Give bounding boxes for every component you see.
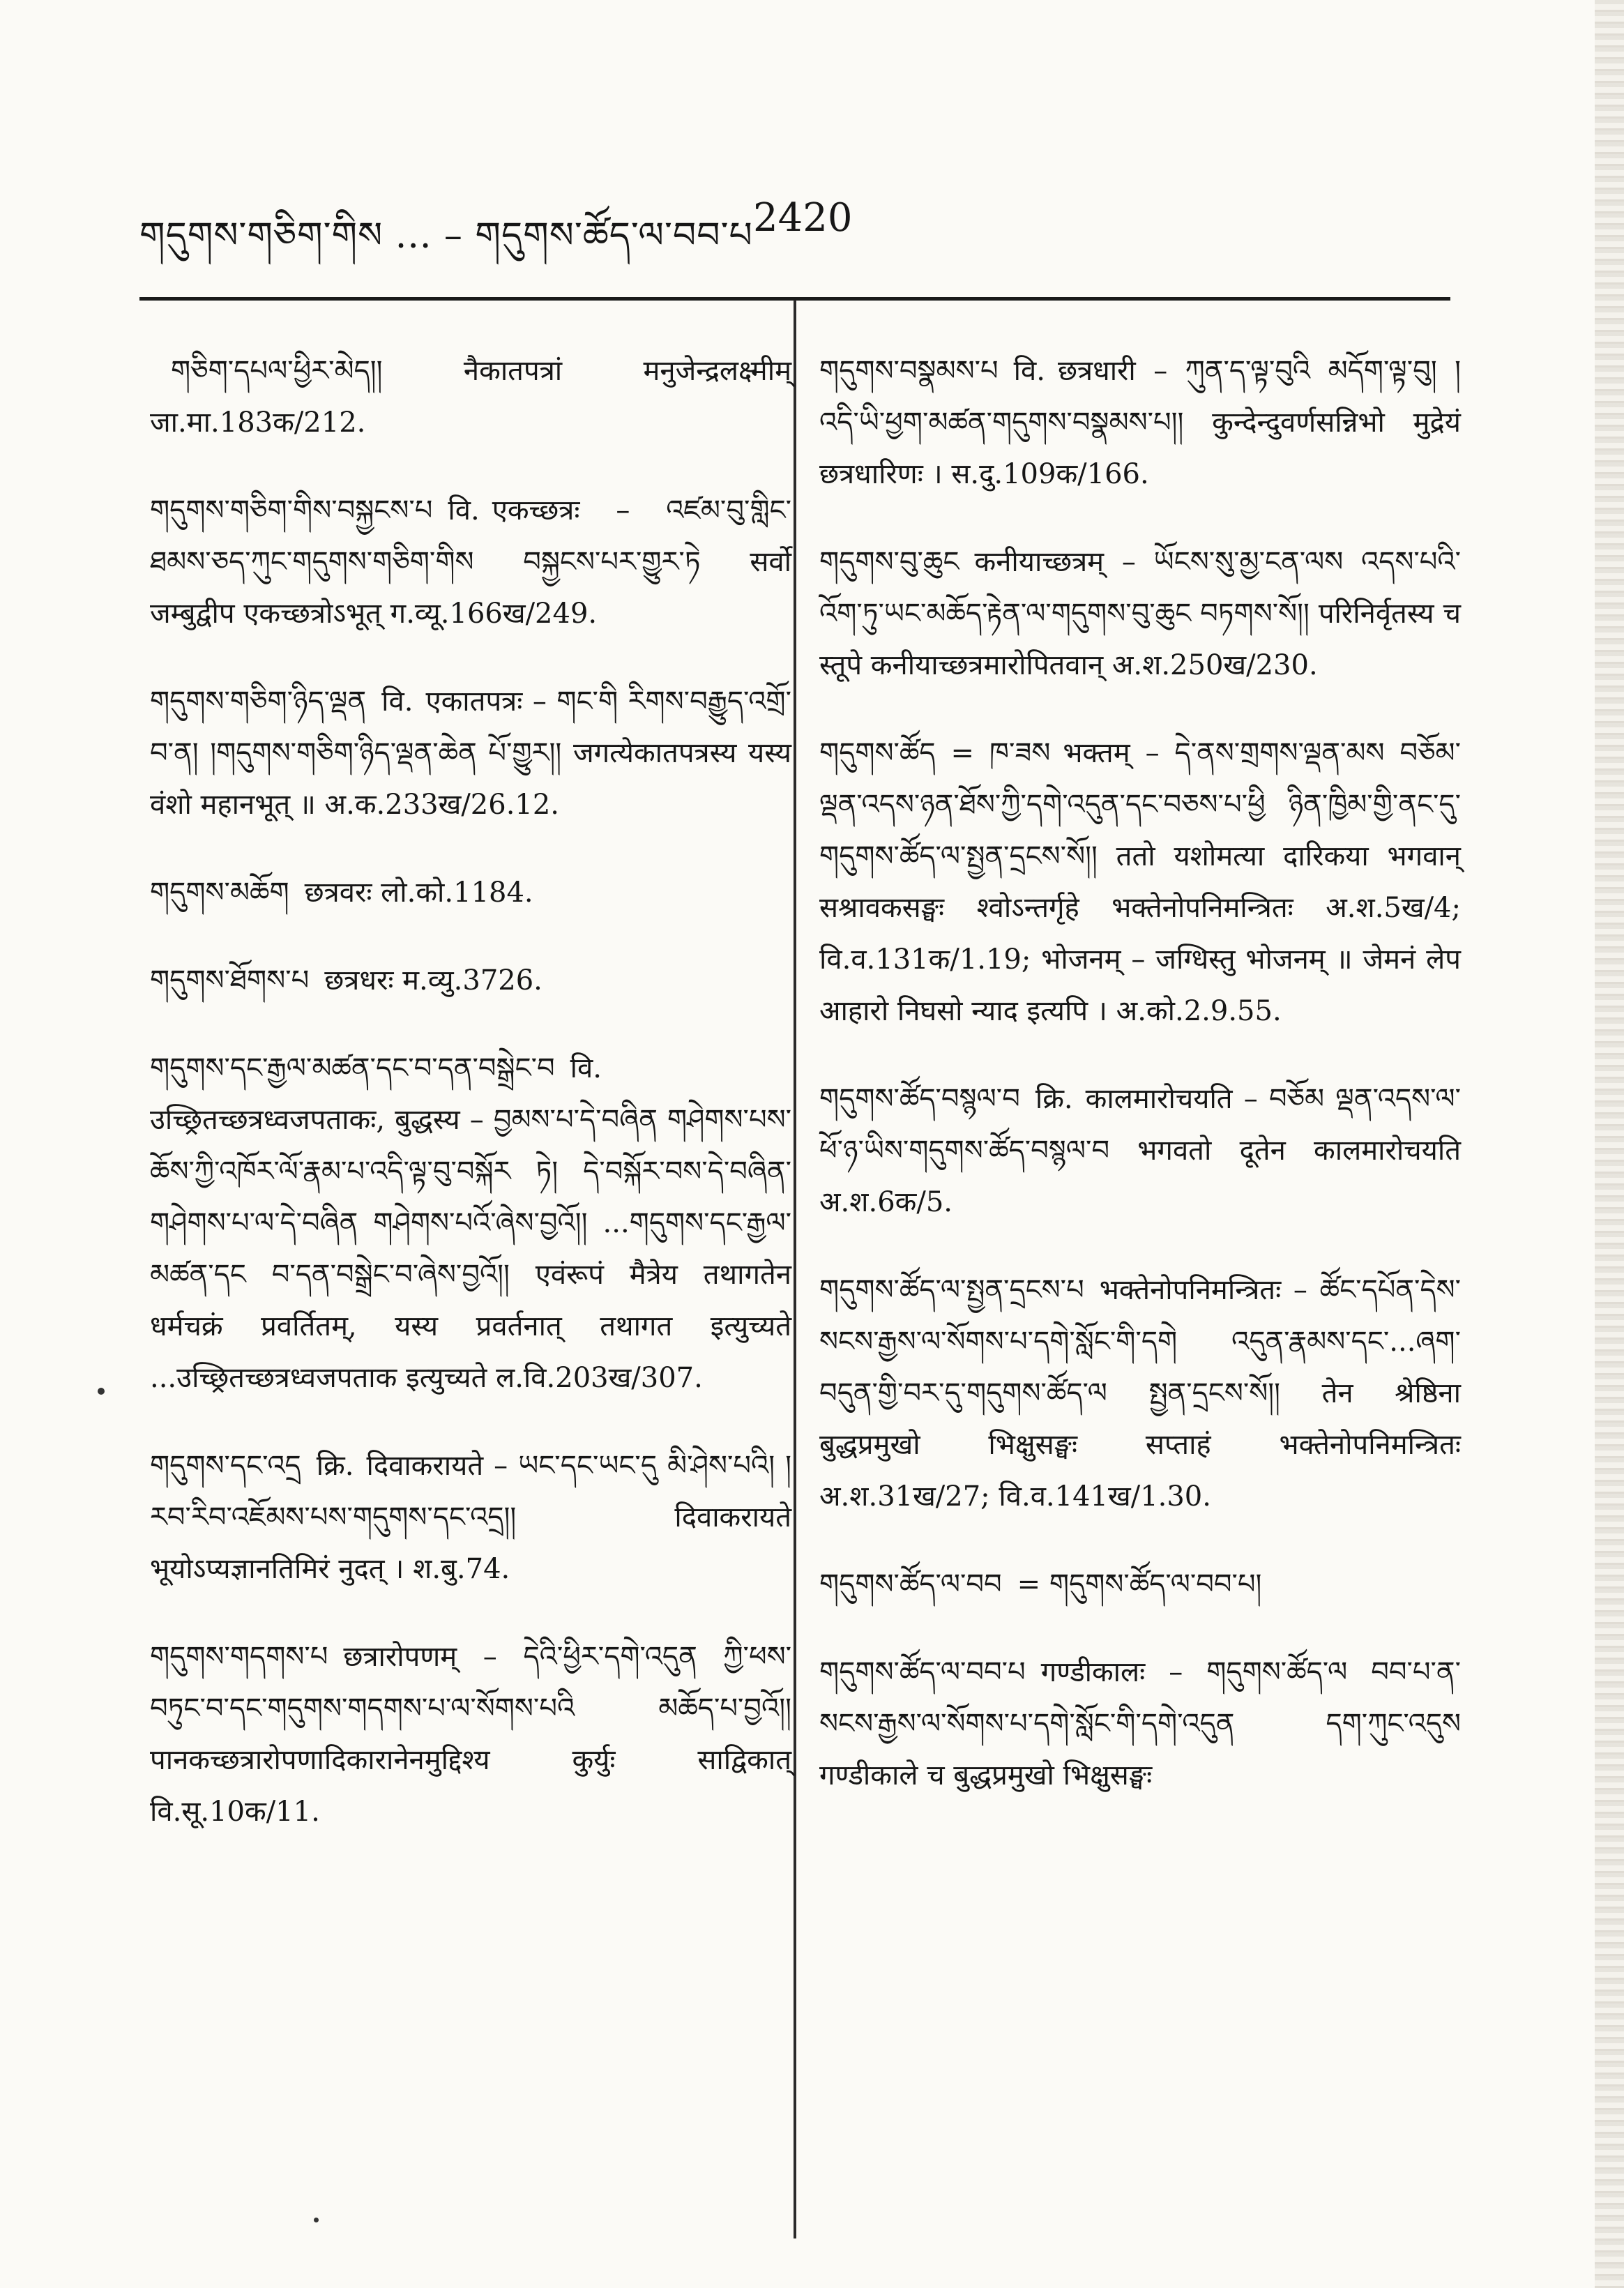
grammar-label: वि. [448,494,480,526]
dictionary-entry [150,1043,791,1404]
dictionary-entry [150,676,791,831]
entry-text: म.व्यु.3726. [402,964,542,997]
entry-meaning: कनीयाच्छत्रम् – [974,546,1136,578]
entry-headword: གདུགས་དང་རྒྱལ་མཚན་དང་བ་དན་བསྒྲེང་བ [150,1052,555,1084]
grammar-label: = ཁ་ཟས [950,737,1051,769]
entry-meaning: कालमारोचयति – [1085,1083,1258,1115]
entry-meaning: एकातपत्रः – [425,685,547,718]
entry-meaning: भक्तम् – [1063,737,1160,769]
entry-text: འཛམ་བུ་གླིང་ཐམས་ཅད་ཀུང་གདུགས་གཅིག་གིས བསྐྱངས་པར་གྱུར་ཏེ सर्वो जम्बुद्वीप एकच्छत्रोऽभूत् ग.व्यू.166ख/249. [150,494,791,630]
entry-text: གང་གི རིགས་བརྒྱུད་འགྲོ་བ་ན། །གདུགས་གཅིག་ཉིད་ལྡན་ཆེན པོ་གྱུར།། जगत्येकातपत्रस्य यस्य वंशो महानभूत् ॥ अ.क.233ख/26.12. [150,685,791,821]
entry-text: གདུགས་ཚོད་ལ་བབ་པ། [1049,1568,1262,1600]
dictionary-entry [819,1559,1461,1610]
dictionary-entry [819,536,1461,691]
entry-meaning: छत्रारोपणम् – [343,1641,497,1673]
running-head: གདུགས་གཅིག་གིས ... – གདུགས་ཚོད་ལ་བབ་པ [139,215,753,257]
entry-meaning: गण्डीकालः – [1040,1656,1183,1688]
entry-text: ཡང་དང་ཡང་དུ མི་ཤེས་པའི། །རབ་རིབ་འཇོམས་པས་གདུགས་དང་འདྲ།། दिवाकरायते भूयोऽप्यज्ञानतिमिरं नुदत् । श.बु.74. [150,1450,792,1585]
grammar-label: वि. [570,1052,602,1084]
column-divider [794,300,796,2238]
dictionary-entry [819,727,1461,1037]
entry-headword: གདུགས་གདགས་པ [150,1641,328,1673]
entry-meaning: एकच्छत्रः – [492,494,630,526]
entry-text: ཚོང་དཔོན་དེས་སངས་རྒྱས་ལ་སོགས་པ་དགེ་སློང་གི་དགེ འདུན་རྣམས་དང་...ཞག་བདུན་གྱི་བར་དུ་གདུགས་ཚོད་ལ སྤྱན་དྲངས་སོ།། तेन श्रेष्ठिना बुद्धप्रमुखो भिक्षुसङ्घः सप्ताहं भक्तेनोपनिमन्त्रितः अ.श.31ख/27; वि.व.141ख/1.30. [819,1274,1462,1513]
entry-headword: གདུགས་ཚོད་ལ་བབ [819,1568,1002,1600]
right-column [819,317,1461,1838]
entry-text: ཀུན་ད་ལྟ་བུའི མདོག་ལྟ་བུ། །འདི་ཡི་ཕྱག་མཚན་གདུགས་བསྣམས་པ།། कुन्देन्दुवर्णसन्निभो मुद्रेयं छत्रधारिणः । स.दु.109क/166. [819,355,1462,490]
entry-headword: གདུགས་ཚོད [819,737,936,769]
dictionary-entry [819,1073,1461,1228]
entry-headword: གདུགས་ཐོགས་པ [150,964,310,997]
entry-headword: གདུགས་ཚོད་བསྙལ་བ [819,1083,1020,1115]
entry-headword: གདུགས་དང་འདྲ [150,1450,301,1482]
entry-meaning: छत्रधारी – [1057,355,1168,387]
left-column [150,317,791,1874]
entry-text: ཡོངས་སུ་མྱ་ངན་ལས འདས་པའི་འོག་ཏུ་ཡང་མཆོད་རྟེན་ལ་གདུགས་བུ་ཆུང བཏགས་སོ།། परिनिर्वृतस्य च स्तूपे कनीयाच्छत्रमारोपितवान् अ.श.250ख/230. [819,546,1461,681]
grammar-label: वि. [1013,355,1045,387]
dictionary-entry [150,345,791,448]
scan-speck [98,1388,105,1395]
dictionary-entry [150,485,791,639]
dictionary-entry [150,1440,791,1595]
entry-headword: གདུགས་བསྣམས་པ [819,355,999,387]
grammar-label: क्रि. [316,1450,354,1482]
entry-text: དེའི་ཕྱིར་དགེ་འདུན ཀྱི་ཕས་བཏུང་བ་དང་གདུགས་གདགས་པ་ལ་སོགས་པའི མཆོད་པ་བྱའོ།། पानकच्छत्रारोपणादिकारानेनमुद्दिश्य कुर्युः साद्विकात् वि.सू.10क/11. [150,1641,791,1828]
entry-text: བཅོམ ལྡན་འདས་ལ་ཕོ་ཉ་ཡིས་གདུགས་ཚོད་བསྙལ་བ भगवतो दूतेन कालमारोचयति अ.श.6क/5. [819,1083,1461,1218]
page-number: 2420 [753,195,853,241]
entry-headword: གདུགས་གཅིག་གིས་བསྐྱངས་པ [150,494,433,526]
entry-headword: གདུགས་གཅིག་ཉིད་ལྡན [150,685,367,718]
entry-text: གཅིག་དཔལ་ཕྱིར་མེད།། नैकातपत्रां मनुजेन्द्रलक्ष्मीम् जा.मा.183क/212. [150,355,791,439]
entry-meaning: भक्तेनोपनिमन्त्रितः – [1099,1274,1307,1306]
entry-headword: གདུགས་བུ་ཆུང [819,546,959,578]
dictionary-entry [819,1646,1461,1801]
entry-headword: གདུགས་མཆོག [150,877,289,909]
entry-headword: གདུགས་ཚོད་ལ་སྤྱན་དྲངས་པ [819,1274,1084,1306]
scan-speck [314,2218,319,2222]
dictionary-entry [819,345,1461,500]
entry-meaning: दिवाकरायते – [366,1450,508,1482]
entry-headword: གདུགས་ཚོད་ལ་བབ་པ [819,1656,1026,1688]
entry-text: उच्छ्रितच्छत्रध्वजपताकः, बुद्धस्य – བྱམས་པ་དེ་བཞིན གཤེགས་པས་ཆོས་ཀྱི་འཁོར་ལོ་རྣམ་པ་འདི་ལྟ་བུ་བསྐོར ཏེ། དེ་བསྐོར་བས་དེ་བཞིན་གཤེགས་པ་ལ་དེ་བཞིན གཤེགས་པའོ་ཞེས་བྱའོ།། ...གདུགས་དང་རྒྱལ་མཚན་དང བ་དན་བསྒྲེང་བ་ཞེས་བྱའོ།། एवंरूपं मैत्रेय तथागतेन धर्मचक्रं प्रवर्तितम्, यस्य प्रवर्तनात् तथागत इत्युच्यते ...उच्छ्रितच्छत्रध्वजपताक इत्युच्यते ल.वि.203ख/307. [150,1104,791,1394]
dictionary-entry [150,1631,791,1838]
dictionary-entry [150,867,791,918]
page-header [139,174,1450,258]
entry-meaning: छत्रधरः [324,964,394,997]
entry-meaning: छत्रवरः [304,877,372,909]
dictionary-entry [150,955,791,1006]
entry-meaning: = [1017,1568,1041,1600]
entry-text: དེ་ནས་གྲགས་ལྡན་མས བཅོམ་ལྡན་འདས་ཉན་ཐོས་ཀྱི་དགེ་འདུན་དང་བཅས་པ་ཕྱི ཉིན་ཁྱིམ་གྱི་ནང་དུ་གདུགས་ཚོད་ལ་སྤྱན་དྲངས་སོ།། ततो यशोमत्या दारिकया भगवान् सश्रावकसङ्घः श्वोऽन्तर्गृहे भक्तेनोपनिमन्त्रितः अ.श.5ख/4; वि.व.131क/1.19; भोजनम् – जग्धिस्तु भोजनम् ॥ जेमनं लेप आहारो निघसो न्याद इत्यपि । अ.को.2.9.55. [819,737,1462,1027]
grammar-label: क्रि. [1035,1083,1073,1115]
entry-text: लो.को.1184. [381,877,533,909]
grammar-label: वि. [381,685,413,718]
entry-text: གདུགས་ཚོད་ལ བབ་པ་ན་སངས་རྒྱས་ལ་སོགས་པ་དགེ་སློང་གི་དགེ་འདུན དག་ཀུང་འདུས गण्डीकाले च बुद्धप्रमुखो भिक्षुसङ्घः [819,1656,1462,1791]
scan-edge-shadow [1595,0,1624,2288]
dictionary-entry [819,1264,1461,1522]
